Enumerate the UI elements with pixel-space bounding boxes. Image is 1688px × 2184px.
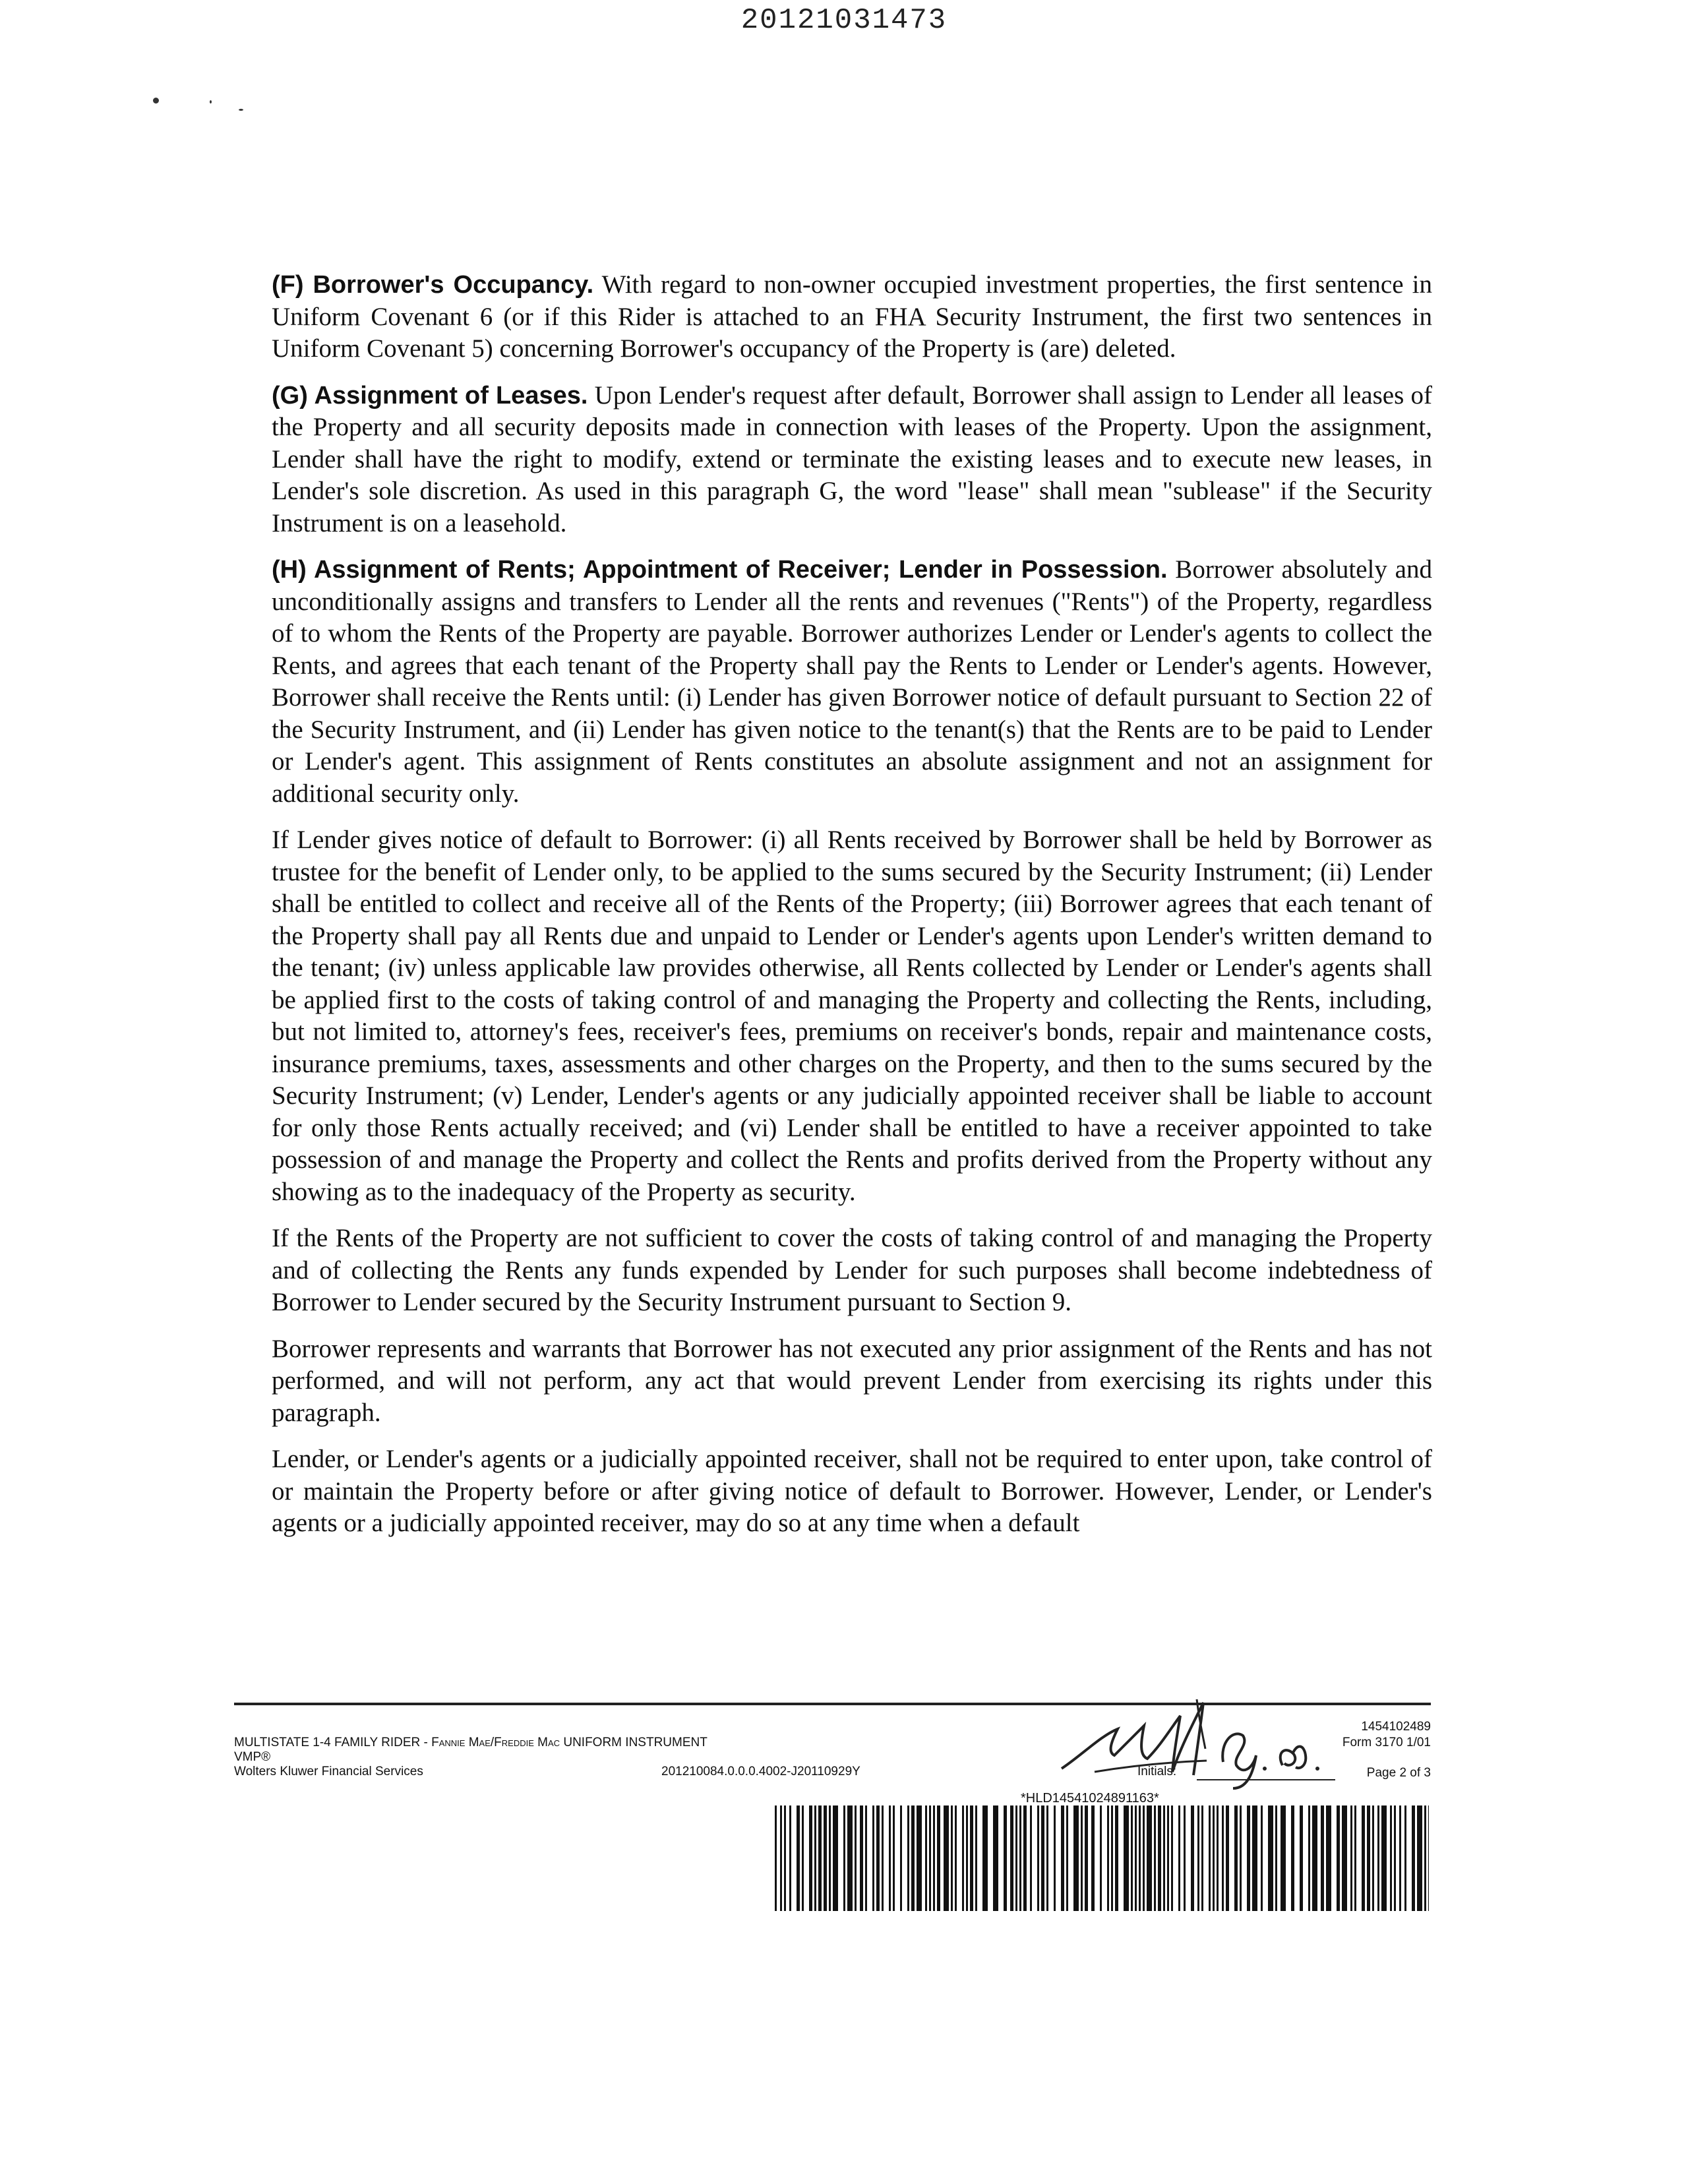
barcode-bar: [933, 1805, 935, 1911]
barcode-bar: [1428, 1805, 1429, 1911]
barcode-bar: [824, 1805, 827, 1911]
barcode-bar: [847, 1805, 853, 1911]
barcode-bar: [1100, 1805, 1102, 1911]
barcode-bar: [925, 1805, 927, 1911]
paragraph: Borrower represents and warrants that Borrower has not executed any prior assignment of the Rents and has not performed, and will not perform, any act that would prevent Lender from exercising its rights under this paragraph.: [272, 1334, 1432, 1427]
barcode-bar: [900, 1805, 902, 1911]
barcode-bar: [970, 1805, 973, 1911]
barcode-bar: [937, 1805, 940, 1911]
barcode-bar: [1342, 1805, 1347, 1911]
barcode-bar: [1424, 1805, 1426, 1911]
barcode-bar: [1404, 1805, 1406, 1911]
barcode-bar: [775, 1805, 777, 1911]
form-title: MULTISTATE 1-4 FAMILY RIDER - Fannie Mae/Freddie Mac UNIFORM INSTRUMENT: [234, 1736, 708, 1749]
barcode-bar: [955, 1805, 957, 1911]
barcode-bar: [1209, 1805, 1211, 1911]
barcode-bar: [1213, 1805, 1215, 1911]
barcode-bar: [802, 1805, 804, 1911]
section-f: [272, 269, 1432, 365]
barcode-bar: [1004, 1805, 1007, 1911]
barcode-bar: [1399, 1805, 1401, 1911]
barcode-bar: [1252, 1805, 1257, 1911]
barcode-bar: [1240, 1805, 1242, 1911]
section-g: [272, 380, 1432, 540]
page-number: Page 2 of 3: [1366, 1766, 1431, 1780]
barcode-bar: [917, 1805, 922, 1911]
barcode-bar: [889, 1805, 891, 1911]
barcode-bar: [1073, 1805, 1079, 1911]
barcode-bar: [1163, 1805, 1165, 1911]
barcode-bar: [784, 1805, 786, 1911]
barcode-bar: [809, 1805, 812, 1911]
barcode-bar: [1234, 1805, 1238, 1911]
barcode-bar: [1158, 1805, 1161, 1911]
section-heading: (F) Borrower's Occupancy.: [272, 271, 594, 299]
barcode-bar: [843, 1805, 845, 1911]
barcode-bar: [966, 1805, 968, 1911]
barcode-bar: [1217, 1805, 1219, 1911]
barcode-bar: [1135, 1805, 1137, 1911]
document-number: 20121031473: [740, 4, 948, 37]
barcode-bar: [1154, 1805, 1156, 1911]
barcode-bar: [982, 1805, 988, 1911]
barcode-bar: [882, 1805, 884, 1911]
barcode-bar: [1184, 1805, 1186, 1911]
barcode: [775, 1805, 1429, 1911]
barcode-bar: [1091, 1805, 1095, 1911]
barcode-bar: [1326, 1805, 1331, 1911]
barcode-bar: [951, 1805, 953, 1911]
barcode-bar: [1417, 1805, 1422, 1911]
barcode-bar: [780, 1805, 782, 1911]
barcode-bar: [1321, 1805, 1324, 1911]
barcode-bar: [1171, 1805, 1173, 1911]
barcode-bar: [1178, 1805, 1180, 1911]
form-number: Form 3170 1/01: [1342, 1736, 1431, 1749]
scan-speck: [210, 100, 212, 104]
barcode-bar: [789, 1805, 791, 1911]
barcode-bar: [1023, 1805, 1027, 1911]
barcode-bar: [1115, 1805, 1118, 1911]
barcode-bar: [1291, 1805, 1294, 1911]
barcode-bar: [1354, 1805, 1356, 1911]
barcode-bar: [1061, 1805, 1064, 1911]
signature-initials: [1055, 1689, 1332, 1795]
barcode-bar: [1261, 1805, 1263, 1911]
barcode-bar: [893, 1805, 895, 1911]
section-text: Upon Lender's request after default, Borrower shall assign to Lender all leases of the Property and all security deposits made in connection with leases of the Property. Upon the assignment, Lender shall have the right to modify, extend or terminate the existing leases and to execute new leases, in Lender's sole discretion. As used in this paragraph G, the word "lease" shall mean "sublease" if the Security Instrument is on a leasehold.: [272, 380, 1432, 537]
barcode-bar: [1226, 1805, 1229, 1911]
loan-number: 1454102489: [1361, 1720, 1431, 1734]
section-text: With regard to non-owner occupied investment properties, the first sentence in Uniform Covenant 6 (or if this Rider is attached to an FHA Security Instrument, the first two sentences in Uniform Covenant 5) concerning Borrower's occupancy of the Property is (are) deleted.: [272, 270, 1432, 363]
barcode-bar: [1143, 1805, 1145, 1911]
barcode-bar: [1275, 1805, 1277, 1911]
barcode-bar: [865, 1805, 867, 1911]
barcode-bar: [1066, 1805, 1068, 1911]
barcode-bar: [911, 1805, 915, 1911]
document-code: 201210084.0.0.0.4002-J20110929Y: [661, 1765, 860, 1778]
barcode-bar: [1197, 1805, 1199, 1911]
scan-speck: [239, 109, 243, 111]
paragraph: Lender, or Lender's agents or a judicially appointed receiver, shall not be required to enter upon, take control of or maintain the Property before or after giving notice of default to Borrower. However, Lender, or Lender's agents or a judicially appointed receiver, may do so at any time when a default: [272, 1445, 1432, 1537]
barcode-bar: [818, 1805, 822, 1911]
barcode-bar: [855, 1805, 857, 1911]
barcode-bar: [975, 1805, 977, 1911]
paragraph: If the Rents of the Property are not sufficient to cover the costs of taking control of and managing the Property and of collecting the Rents any funds expended by Lender for such purposes shall become indebtedness of Borrower to Lender secured by the Security Instrument pursuant to Section 9.: [272, 1224, 1432, 1316]
barcode-bar: [876, 1805, 880, 1911]
barcode-bar: [1139, 1805, 1141, 1911]
barcode-bar: [1081, 1805, 1083, 1911]
barcode-bar: [1191, 1805, 1194, 1911]
barcode-bar: [1147, 1805, 1152, 1911]
barcode-bar: [1015, 1805, 1017, 1911]
barcode-bar: [1111, 1805, 1113, 1911]
barcode-bar: [993, 1805, 998, 1911]
barcode-bar: [1030, 1805, 1032, 1911]
section-h: [272, 554, 1432, 810]
barcode-bar: [929, 1805, 931, 1911]
barcode-bar: [1131, 1805, 1133, 1911]
barcode-bar: [860, 1805, 863, 1911]
barcode-bar: [1107, 1805, 1109, 1911]
barcode-bar: [1390, 1805, 1392, 1911]
section-text: Borrower absolutely and unconditionally assigns and transfers to Lender all the rents and revenues ("Rents") of the Property, regardless of to whom the Rents of the Property are payable. Borrower authorizes Lender or Lender's agents to collect the Rents, and agrees that each tenant of the Property shall pay the Rents to Lender or Lender's agents. However, Borrower shall receive the Rents until: (i) Lender has given Borrower notice of default pursuant to Section 22 of the Security Instrument, and (ii) Lender has given notice to the tenant(s) that the Rents are to be paid to Lender or Lender's agent. This assignment of Rents constitutes an absolute assignment and not an assignment for additional security only.: [272, 555, 1432, 808]
vmp-label: VMP®: [234, 1750, 271, 1764]
paragraph: If Lender gives notice of default to Borrower: (i) all Rents received by Borrower shall be held by Borrower as trustee for the benefit of Lender only, to be applied to the sums secured by the Security Instrument; (ii) Lender shall be entitled to collect and receive all of the Rents of the Property; (iii) Borrower agrees that each tenant of the Property shall pay all Rents due and unpaid to Lender or Lender's agents upon Lender's written demand to the tenant; (iv) unless applicable law provides otherwise, all Rents collected by Lender or Lender's agents shall be applied first to the costs of taking control of and managing the Property and collecting the Rents, including, but not limited to, attorney's fees, receiver's fees, premiums on receiver's bonds, repair and maintenance costs, insurance premiums, taxes, assessments and other charges on the Property, and then to the sums secured by the Security Instrument; (v) Lender, Lender's agents or any judicially appointed receiver shall be liable to account for only those Rents actually received; and (vi) Lender shall be entitled to have a receiver appointed to take possession of and manage the Property and collect the Rents and profits derived from the Property without any showing as to the inadequacy of the Property as security.: [272, 826, 1432, 1206]
barcode-bar: [1041, 1805, 1044, 1911]
barcode-bar: [814, 1805, 816, 1911]
barcode-bar: [1312, 1805, 1317, 1911]
barcode-bar: [1037, 1805, 1039, 1911]
barcode-bar: [829, 1805, 831, 1911]
section-heading: (G) Assignment of Leases.: [272, 381, 588, 410]
publisher-label: Wolters Kluwer Financial Services: [234, 1765, 423, 1778]
barcode-bar: [1124, 1805, 1129, 1911]
barcode-bar: [1308, 1805, 1310, 1911]
barcode-bar: [1201, 1805, 1203, 1911]
barcode-bar: [1337, 1805, 1340, 1911]
scan-speck: [153, 98, 159, 104]
barcode-bar: [797, 1805, 800, 1911]
barcode-bar: [1367, 1805, 1370, 1911]
barcode-bar: [872, 1805, 874, 1911]
barcode-bar: [962, 1805, 964, 1911]
section-heading: (H) Assignment of Rents; Appointment of Receiver; Lender in Possession.: [272, 556, 1168, 584]
barcode-bar: [1222, 1805, 1224, 1911]
barcode-bar: [1377, 1805, 1379, 1911]
barcode-bar: [1362, 1805, 1365, 1911]
barcode-bar: [1085, 1805, 1088, 1911]
rider-body: [272, 269, 1432, 1554]
barcode-bar: [1054, 1805, 1056, 1911]
barcode-bar: [1394, 1805, 1396, 1911]
barcode-bar: [1350, 1805, 1352, 1911]
barcode-bar: [944, 1805, 949, 1911]
barcode-bar: [1268, 1805, 1273, 1911]
barcode-bar: [1167, 1805, 1169, 1911]
barcode-bar: [1247, 1805, 1250, 1911]
barcode-bar: [833, 1805, 838, 1911]
initials-label: Initials:: [1137, 1765, 1177, 1778]
barcode-bar: [1372, 1805, 1374, 1911]
barcode-bar: [1010, 1805, 1013, 1911]
barcode-bar: [1412, 1805, 1415, 1911]
barcode-bar: [907, 1805, 909, 1911]
barcode-bar: [1381, 1805, 1387, 1911]
barcode-bar: [1046, 1805, 1048, 1911]
barcode-bar: [1281, 1805, 1286, 1911]
barcode-bar: [1300, 1805, 1303, 1911]
barcode-bar: [1019, 1805, 1021, 1911]
barcode-text: *HLD14541024891163*: [1021, 1791, 1159, 1805]
